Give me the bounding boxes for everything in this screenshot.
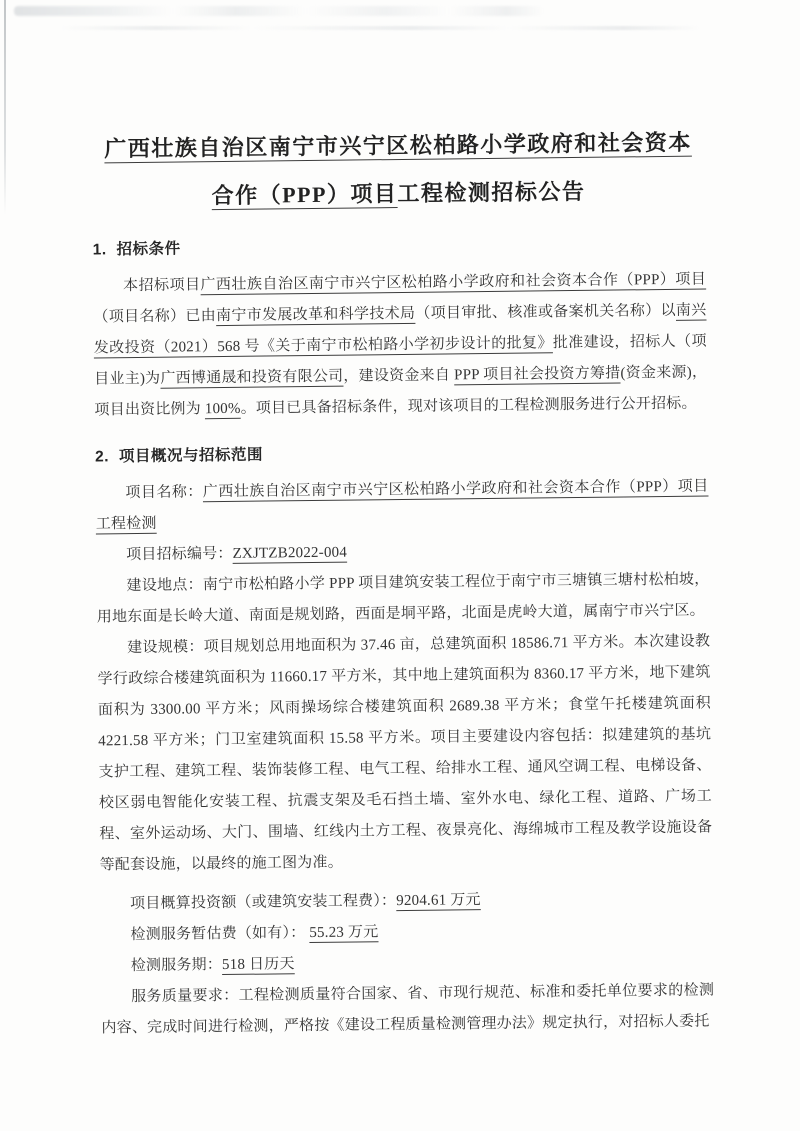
text-run: 检测服务暂估费（如有）： <box>130 925 310 944</box>
underlined-text-run: 100% <box>204 400 241 418</box>
section-project-overview <box>95 436 715 1045</box>
para-tender-conditions <box>93 265 708 427</box>
text-run: 本招标项目 <box>123 277 201 295</box>
para-construction-site <box>96 564 710 633</box>
text-run: 项目概算投资额（或建筑安装工程费）： <box>130 893 397 913</box>
section-2-heading <box>95 436 708 473</box>
para-project-name <box>95 472 709 541</box>
text-run: 建设规模：项目规划总用地面积为 37.46 亩，总建筑面积 18586.71 平方米。本次建设教学行政综合楼建筑面积为 11660.17 平方米，其中地上建筑面积为 8360.17 平方米，地下建筑面积为 3300.00 平方米；风雨操场综合楼建筑面积 2689.38 平方米；食堂午托楼建筑面积 4221.58 平方米；门卫室建筑面积 15.58 平方米。项目主要建设内容包括：拟建建筑的基坑支护工程、建筑工程、装饰装修工程、电气工程、给排水工程、通风空调工程、电梯设备、校区弱电智能化安装工程、抗震支架及毛石挡土墙、室外水电、绿化工程、道路、广场工程、室外运动场、大门、围墙、红线内土方工程、夜景亮化、海绵城市工程及教学设施设备等配套设施，以最终的施工图为准。 <box>97 633 713 874</box>
underlined-text-run: 南宁市发展改革和科学技术局 <box>215 305 416 325</box>
text-run: ，建设资金来自 <box>343 367 455 385</box>
underlined-text-run: PPP 项目社会投资方筹措 <box>454 365 621 384</box>
section-1-number: 1. <box>92 241 107 259</box>
underlined-text-run: ZXJTZB2022-004 <box>232 544 348 562</box>
section-1-heading-label: 招标条件 <box>116 240 181 259</box>
text-run: （项目审批、核准或备案机关名称）以 <box>415 302 676 322</box>
text-run: 批准建设，招标人（项目业主)为 <box>94 333 707 388</box>
underlined-text-run: 南兴发改投资（2021）568 号《关于南宁市松柏路小学初步设计的批复》 <box>93 302 707 357</box>
para-service-quality <box>101 975 715 1044</box>
text-run: 检测服务期： <box>130 957 223 975</box>
text-run: 工程检测招标公告 <box>397 178 586 207</box>
underlined-text-run: 合作（PPP）项目 <box>211 181 398 209</box>
title-line-2 <box>92 167 706 222</box>
para-construction-scale <box>97 626 713 881</box>
section-1-heading <box>93 229 706 266</box>
text-run: （项目名称）已由 <box>93 308 217 326</box>
underlined-text-run: 广西壮族自治区南宁市兴宁区松柏路小学政府和社会资本合作（PPP）项目工程检测 <box>95 478 709 533</box>
underlined-text-run: 55.23 万元 <box>309 924 379 942</box>
underlined-text-run: 广西壮族自治区南宁市兴宁区松柏路小学政府和社会资本 <box>104 129 692 162</box>
document-title <box>91 119 705 222</box>
text-run: 项目招标编号： <box>126 545 233 564</box>
text-run: (资金来源)，项目出资比例为 <box>94 364 708 419</box>
text-run: 服务质量要求：工程检测质量符合国家、省、市现行规范、标准和委托单位要求的检测内容、完成时间进行检测，严格按《建设工程质量检测管理办法》规定执行，对招标人委托 <box>101 982 715 1037</box>
underlined-text-run: 广西壮族自治区南宁市兴宁区松柏路小学政府和社会资本合作（PPP）项目 <box>200 271 707 294</box>
text-run: 建设地点：南宁市松柏路小学 PPP 项目建筑安装工程位于南宁市三塘镇三塘村松柏坡，用地东面是长岭大道、南面是规划路，西面是垌平路，北面是虎岭大道，属南宁市兴宁区。 <box>96 571 710 626</box>
section-2-number: 2. <box>94 448 110 466</box>
underlined-text-run: 9204.61 万元 <box>396 892 481 910</box>
section-2-heading-label: 项目概况与招标范围 <box>118 446 264 466</box>
title-line-1 <box>91 119 705 174</box>
section-tender-conditions <box>93 229 708 427</box>
text-run: 项目名称： <box>125 484 203 502</box>
underlined-text-run: 广西博通晟和投资有限公司 <box>160 368 344 387</box>
underlined-text-run: 518 日历天 <box>221 956 295 974</box>
text-run: 。项目已具备招标条件，现对该项目的工程检测服务进行公开招标。 <box>240 395 697 417</box>
